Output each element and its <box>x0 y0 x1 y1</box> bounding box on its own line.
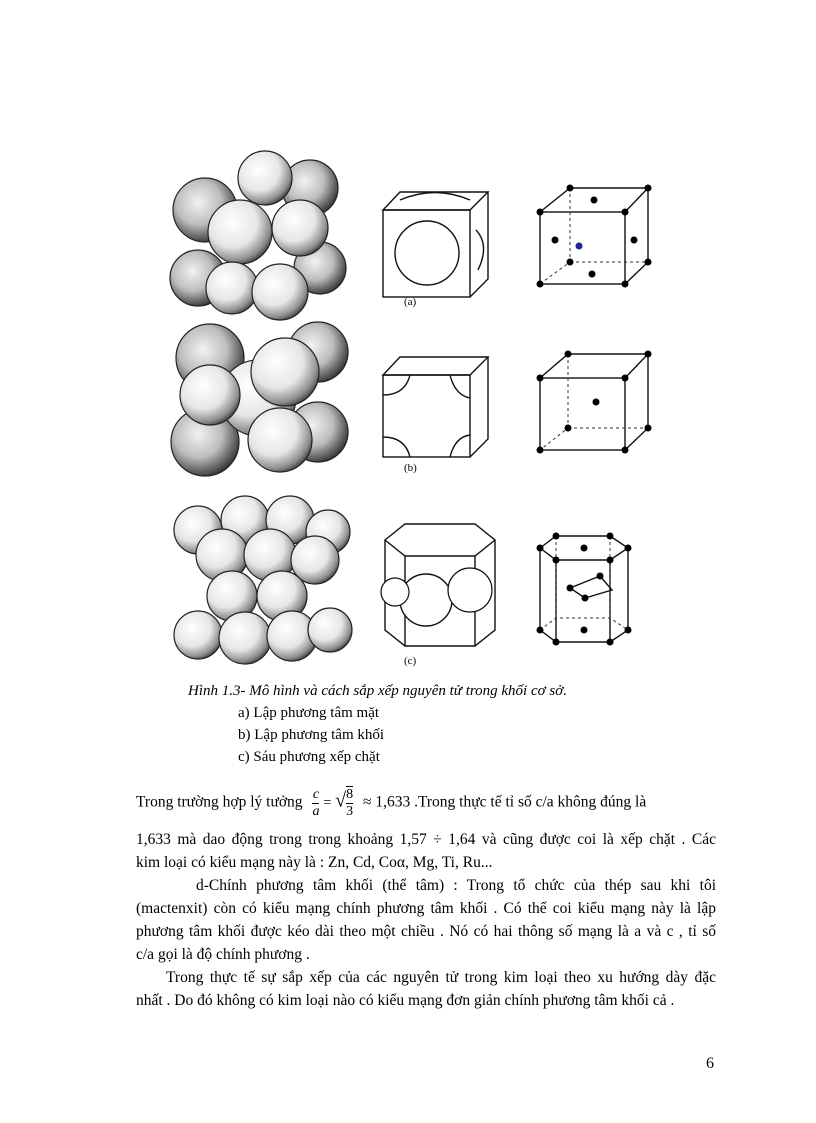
bcc-sphere-model <box>171 322 348 476</box>
paragraph-line: Trong thực tế sự sắp xếp của các nguyên tử trong kim loại theo xu hướng dày đặc <box>166 969 716 986</box>
paragraph-line: kim loại có kiểu mạng này là : Zn, Cd, Coα, Mg, Ti, Ru... <box>136 854 493 871</box>
paragraph-text: .Trong thực tế tỉ số c/a không đúng là <box>414 793 647 811</box>
hcp-cell-packing <box>381 524 495 646</box>
paragraph-line: phương tâm khối được kéo dài theo một chiều . Nó có hai thông số mạng là a và c , tỉ số <box>136 923 716 940</box>
bcc-lattice-cell <box>537 351 652 454</box>
paragraph-line: (mactenxit) còn có kiểu mạng chính phương tâm khối . Có thể coi kiểu mạng này là lập <box>136 900 716 917</box>
fcc-sphere-model <box>170 151 346 320</box>
figure-label-a: (a) <box>404 296 417 308</box>
page-number: 6 <box>706 1055 714 1072</box>
paragraph-text: Trong trường hợp lý tưởng <box>136 793 303 811</box>
figure-label-c: (c) <box>404 655 417 667</box>
hcp-sphere-model <box>174 496 352 664</box>
caption-item-c: c) Sáu phương xếp chặt <box>238 749 380 765</box>
paragraph-line: nhất . Do đó không có kim loại nào có kiểu mạng đơn giản chính phương tâm khối cả . <box>136 992 675 1009</box>
fcc-lattice-cell <box>537 185 652 288</box>
paragraph-line: c/a gọi là độ chính phương . <box>136 946 310 963</box>
paragraph-line: 1,633 mà dao động trong trong khoảng 1,57 ÷ 1,64 và cũng được coi là xếp chặt . Các <box>136 831 716 848</box>
ratio-formula: $\frac{c}{a}$ = $√\frac{8}{3}$ <box>312 786 354 819</box>
ratio-value: ≈ 1,633 <box>362 793 411 811</box>
hcp-lattice-cell <box>537 533 632 646</box>
paragraph-ideal-ratio <box>136 786 720 1012</box>
caption-item-b: b) Lập phương tâm khối <box>238 727 385 743</box>
caption-item-a: a) Lập phương tâm mặt <box>238 705 380 721</box>
figure-caption: Hình 1.3- Mô hình và cách sắp xếp nguyên tử trong khối cơ sở. <box>188 683 567 699</box>
figure-label-b: (b) <box>404 462 417 474</box>
fcc-cell-packing <box>383 192 488 297</box>
bcc-cell-packing <box>383 357 488 457</box>
heading-tetragonal: d-Chính phương tâm khối (thể tâm) : Trong tổ chức của thép sau khi tôi <box>196 877 716 894</box>
